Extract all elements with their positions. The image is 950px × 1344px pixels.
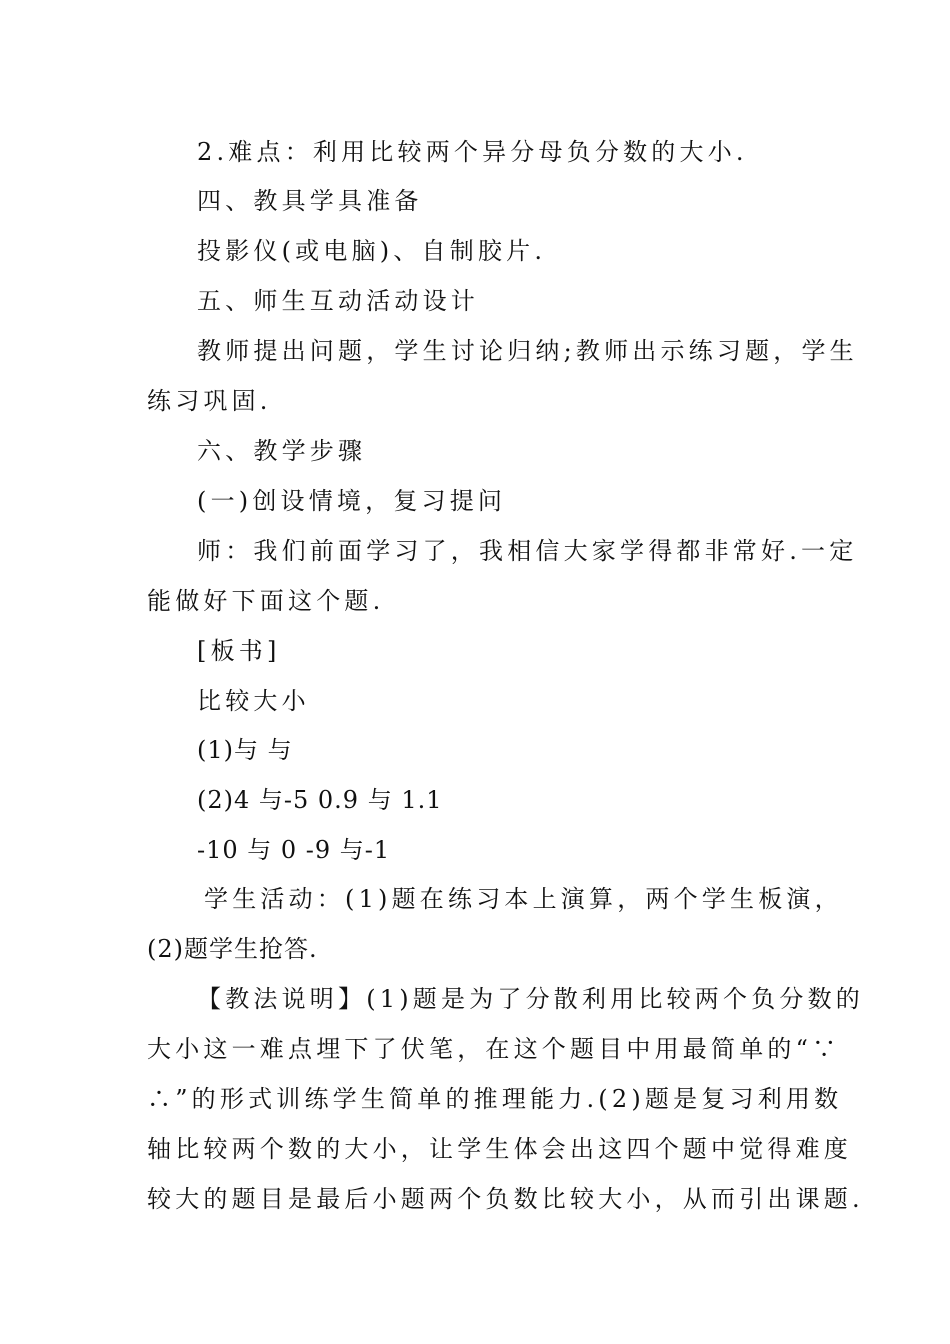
subheading-situation: (一)创设情境，复习提问 (197, 487, 507, 515)
heading-teaching-aids: 四、教具学具准备 (197, 187, 423, 215)
text-line-method-1: 【教法说明】(1)题是为了分散利用比较两个负分数的 (197, 985, 864, 1013)
text-line-method-3: ∴”的形式训练学生简单的推理能力.(2)题是复习利用数 (147, 1085, 843, 1113)
text-line-exercise-2: (2)4 与-5 0.9 与 1.1 (197, 786, 443, 814)
text-line-student-activity-1: 学生活动：(1)题在练习本上演算，两个学生板演， (204, 885, 843, 913)
text-line-interaction-1: 教师提出问题，学生讨论归纳;教师出示练习题，学生 (197, 337, 858, 365)
text-line-interaction-2: 练习巩固. (147, 387, 272, 415)
heading-teaching-steps: 六、教学步骤 (197, 437, 367, 465)
text-line-difficulty: 2.难点：利用比较两个异分母负分数的大小. (197, 138, 748, 166)
text-line-teacher-1: 师：我们前面学习了，我相信大家学得都非常好.一定 (197, 537, 858, 565)
text-line-student-activity-2: (2)题学生抢答. (147, 935, 318, 963)
text-line-method-4: 轴比较两个数的大小，让学生体会出这四个题中觉得难度 (147, 1135, 852, 1163)
heading-interaction-design: 五、师生互动活动设计 (197, 287, 479, 315)
text-line-teacher-2: 能做好下面这个题. (147, 587, 385, 615)
text-line-method-2: 大小这一难点埋下了伏笔，在这个题目中用最简单的“∵ (147, 1035, 841, 1063)
text-line-exercise-1: (1)与 与 (197, 736, 293, 764)
text-line-method-5: 较大的题目是最后小题两个负数比较大小，从而引出课题. (147, 1185, 864, 1213)
text-line-board: [板书] (197, 637, 281, 665)
text-line-compare: 比较大小 (197, 687, 310, 715)
text-line-exercise-3: -10 与 0 -9 与-1 (197, 836, 391, 864)
text-line-aids: 投影仪(或电脑)、自制胶片. (197, 237, 547, 265)
